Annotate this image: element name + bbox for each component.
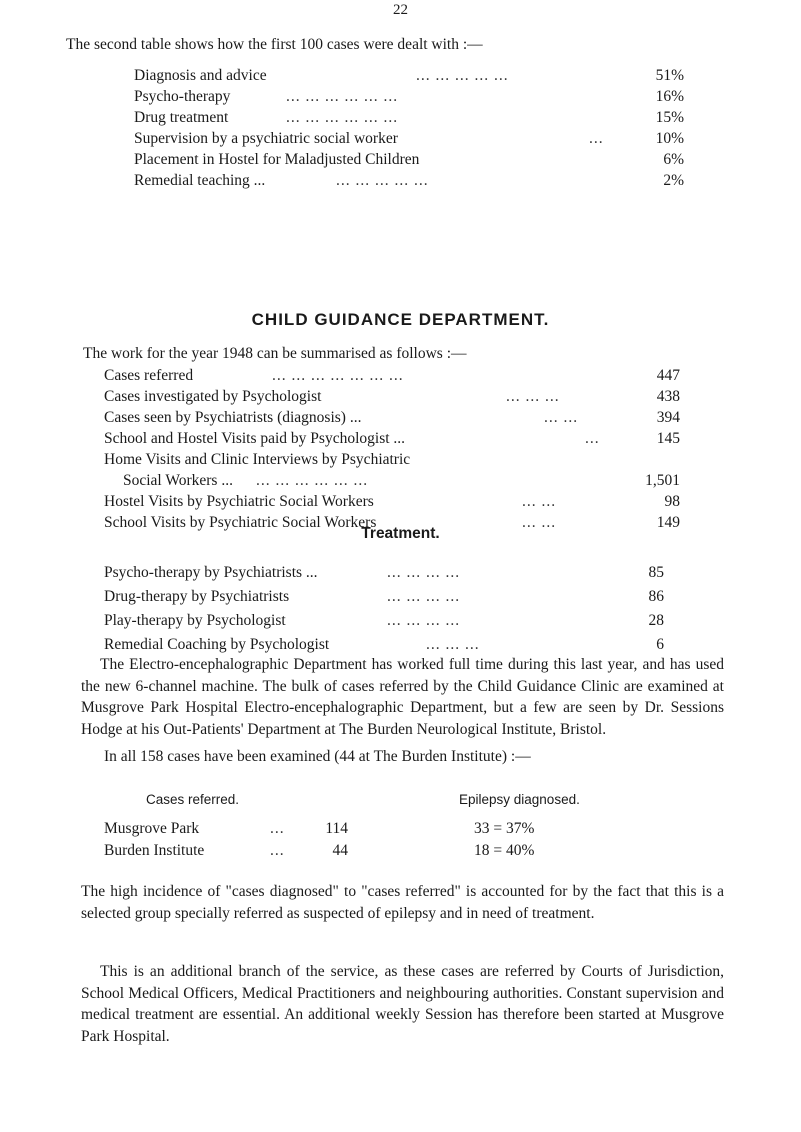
row-value: 15% — [655, 109, 684, 126]
row-value: 438 — [656, 388, 680, 405]
row-value: 16% — [655, 88, 684, 105]
row-referred: 114 — [325, 820, 348, 837]
examined-line: In all 158 cases have been examined (44 at The Burden Institute) :— — [104, 748, 531, 765]
row-value: 51% — [655, 67, 684, 84]
row-value: 10% — [655, 130, 684, 147]
col-header-diagnosed: Epilepsy diagnosed. — [459, 792, 580, 807]
row-value: 6% — [663, 151, 684, 168]
leader-dots: ... ... ... ... ... — [336, 172, 429, 189]
leader-dots: ... ... ... ... — [387, 564, 461, 581]
section-title: CHILD GUIDANCE DEPARTMENT. — [251, 310, 550, 329]
row-label: Cases referred — [104, 367, 194, 384]
leader-dots: ... — [589, 130, 604, 147]
leader-dots: ... — [270, 820, 285, 837]
row-value: 149 — [656, 514, 680, 531]
row-label: Play-therapy by Psychologist — [104, 612, 286, 629]
row-label: Cases investigated by Psychologist — [104, 388, 322, 405]
summary-intro: The work for the year 1948 can be summarised as follows :— — [83, 345, 467, 362]
row-value: 98 — [664, 493, 680, 510]
eeg-paragraph: The Electro-encephalographic Department has worked full time during this last year, and has used the new 6-channel machine. The bulk of cases referred by the Child Guidance Clinic are examined at Musgrove Park Hospital Electro-encephalographic Department, but a few are seen by Dr. Sessions Hodge at his Out-Patients' Department at The Burden Neurological Institute, Bristol. — [81, 656, 724, 738]
branch-paragraph: This is an additional branch of the service, as these cases are referred by Courts of Jurisdiction, School Medical Officers, Medical Practitioners and neighbouring authorities. Constant supervision and medical treatment are essential. An additional weekly Session has therefore been started at Musgrove Park Hospital. — [81, 963, 724, 1045]
leader-dots: ... — [585, 430, 600, 447]
row-value: 2% — [663, 172, 684, 189]
leader-dots: ... ... ... ... ... — [416, 67, 509, 84]
row-label: Drug-therapy by Psychiatrists — [104, 588, 290, 605]
leader-dots: ... ... ... — [426, 636, 480, 653]
row-value: 28 — [648, 612, 664, 629]
row-label: School Visits by Psychiatric Social Workers — [104, 514, 377, 531]
leader-dots: ... — [270, 842, 285, 859]
row-place: Burden Institute — [104, 842, 205, 859]
row-label: School and Hostel Visits paid by Psychologist ... — [104, 430, 406, 447]
page-number: 22 — [393, 2, 408, 18]
leader-dots: ... ... ... ... ... ... — [256, 472, 369, 489]
row-label: Placement in Hostel for Maladjusted Children — [134, 151, 420, 168]
incidence-paragraph: The high incidence of "cases diagnosed" to "cases referred" is accounted for by the fact that this is a selected group specially referred as suspected of epilepsy and in need of treatment. — [81, 883, 724, 922]
row-referred: 44 — [332, 842, 348, 859]
row-value: 85 — [648, 564, 664, 581]
row-label: Psycho-therapy by Psychiatrists ... — [104, 564, 318, 581]
leader-dots: ... ... ... — [506, 388, 560, 405]
leader-dots: ... ... ... ... ... ... ... — [272, 367, 404, 384]
row-place: Musgrove Park — [104, 820, 200, 837]
row-diagnosed: 18 = 40% — [474, 842, 535, 859]
row-value: 447 — [656, 367, 680, 384]
row-label: Remedial Coaching by Psychologist — [104, 636, 330, 653]
row-value: 394 — [656, 409, 680, 426]
row-label: Cases seen by Psychiatrists (diagnosis) ... — [104, 409, 362, 426]
leader-dots: ... ... — [522, 493, 557, 510]
row-diagnosed: 33 = 37% — [474, 820, 535, 837]
row-label: Home Visits and Clinic Interviews by Psychiatric — [104, 451, 411, 468]
row-value: 145 — [656, 430, 680, 447]
leader-dots: ... ... — [544, 409, 579, 426]
leader-dots: ... ... ... ... ... ... — [286, 109, 399, 126]
row-value: 1,501 — [645, 472, 680, 489]
row-label: Remedial teaching ... — [134, 172, 266, 189]
treatment-heading: Treatment. — [361, 525, 440, 542]
row-label: Supervision by a psychiatric social worker — [134, 130, 398, 147]
leader-dots: ... ... — [522, 514, 557, 531]
leader-dots: ... ... ... ... — [387, 588, 461, 605]
leader-dots: ... ... ... ... — [387, 612, 461, 629]
row-label: Drug treatment — [134, 109, 229, 126]
col-header-referred: Cases referred. — [146, 792, 240, 807]
row-value: 6 — [656, 636, 664, 653]
row-label: Psycho-therapy — [134, 88, 231, 105]
row-label: Social Workers ... — [123, 472, 233, 489]
row-label: Hostel Visits by Psychiatric Social Workers — [104, 493, 374, 510]
row-label: Diagnosis and advice — [134, 67, 267, 84]
leader-dots: ... ... ... ... ... ... — [286, 88, 399, 105]
row-value: 86 — [648, 588, 664, 605]
intro-line: The second table shows how the first 100 cases were dealt with :— — [66, 36, 483, 53]
